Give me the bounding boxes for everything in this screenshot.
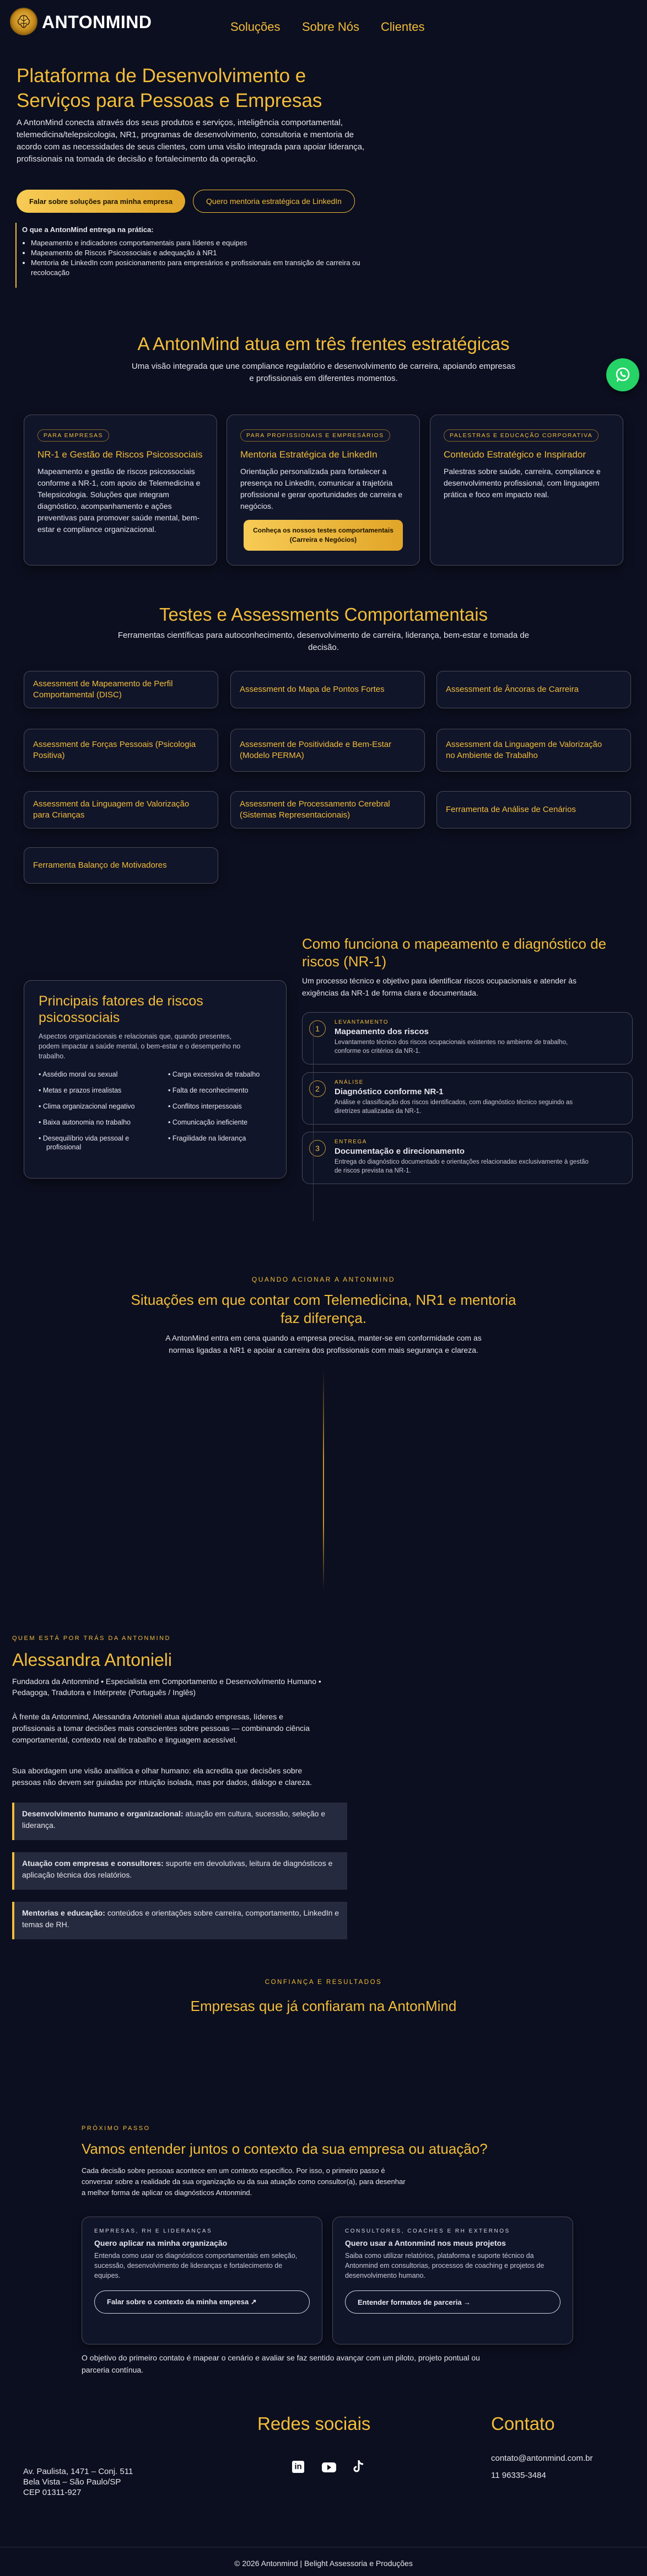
test-card[interactable]	[436, 729, 631, 772]
risk-factors-description	[39, 1031, 272, 1061]
trust-title: Empresas que já confiaram na AntonMind	[190, 1998, 457, 2014]
front-card-companies	[24, 415, 217, 566]
test-card-label	[33, 799, 189, 821]
delivers-item-continued: recolocação	[31, 268, 70, 277]
text-line: a melhor forma de aplicar os diagnósticos Antonmind.	[82, 2188, 252, 2197]
front-card-linkedin	[227, 415, 420, 566]
front-card-title: NR-1 e Gestão de Riscos Psicossociais	[37, 449, 203, 460]
text-line: Fundadora da Antonmind • Especialista em Comportamento e Desenvolvimento Humano •	[12, 1677, 321, 1686]
step-description-line: de riscos prevista na NR-1.	[335, 1168, 411, 1174]
text-line: À frente da Antonmind, Alessandra Antonieli atua ajudando empresas, líderes e	[12, 1712, 283, 1721]
step-description-line: Análise e classificação dos riscos identificados, com diagnóstico técnico seguindo as	[335, 1099, 573, 1106]
title-line: faz diferença.	[280, 1310, 367, 1326]
risk-factor-item	[39, 1102, 168, 1111]
tests-subtitle-line: decisão.	[308, 643, 339, 652]
highlight-label: Atuação com empresas e consultores:	[22, 1859, 164, 1868]
next-card-text	[345, 2251, 560, 2281]
about-highlight-consultants	[12, 1852, 347, 1890]
fronts-subtitle-line: e profissionais em diferentes momentos.	[249, 374, 398, 383]
text-line: pessoas não devem ser guiadas por intuição isolada, mas por dados, diálogo e clareza.	[12, 1778, 312, 1787]
risk-factor-column	[168, 1070, 272, 1152]
button-label: Conheça os nossos testes comportamentais	[253, 526, 393, 534]
risk-factors-card	[24, 980, 287, 1179]
label-line: Comportamental (DISC)	[33, 690, 122, 700]
risk-factor-column	[39, 1070, 168, 1152]
delivers-accent-bar	[15, 223, 17, 288]
risk-factor-item	[168, 1118, 272, 1127]
nav-solucoes[interactable]: Soluções	[230, 20, 281, 34]
risk-factor-text: Clima organizacional negativo	[42, 1103, 135, 1110]
linkedin-icon[interactable]: in	[292, 2461, 304, 2473]
next-card-consultants	[332, 2217, 573, 2344]
about-paragraph-1	[12, 1711, 365, 1746]
text-line: Palestras sobre saúde, carreira, compliance e	[444, 467, 601, 476]
test-card-label	[446, 684, 579, 695]
bullet-icon: •	[39, 1103, 43, 1110]
front-card-text	[444, 466, 610, 501]
when-eyebrow: QUANDO ACIONAR A ANTONMIND	[251, 1276, 396, 1283]
label-line: Assessment de Positividade e Bem-Estar	[240, 740, 392, 749]
next-eyebrow: PRÓXIMO PASSO	[82, 2125, 150, 2132]
label-line: Assessment do Mapa de Pontos Fortes	[240, 685, 385, 694]
test-card-label	[446, 739, 602, 761]
front-card-tag: PARA PROFISSIONAIS E EMPRESÁRIOS	[240, 429, 390, 442]
hero-title	[17, 63, 369, 113]
delivers-block	[22, 225, 375, 278]
hero-desc-line: profissionais na tomada de decisão e fortalecimento da operação.	[17, 154, 258, 164]
risk-factor-item	[39, 1086, 168, 1095]
tests-subtitle	[0, 630, 647, 654]
youtube-icon[interactable]	[322, 2462, 336, 2472]
text-line: conversar sobre a realidade da sua organização ou da sua atuação como consultor(a), para desenhar	[82, 2177, 406, 2186]
risk-factor-item	[168, 1102, 272, 1111]
text-line: Sua abordagem une visão analítica e olhar humano: ela acredita que decisões sobre	[12, 1766, 303, 1775]
text-line: Cada decisão sobre pessoas acontece em um contexto específico. Por isso, o primeiro passo é	[82, 2166, 385, 2175]
fronts-subtitle	[0, 361, 647, 385]
text-line: negócios.	[240, 502, 273, 510]
contact-email[interactable]: contato@antonmind.com.br	[491, 2454, 593, 2463]
risk-factor-text: Baixa autonomia no trabalho	[42, 1118, 131, 1126]
step-body	[335, 1019, 627, 1056]
highlight-text: temas de RH.	[22, 1920, 69, 1929]
linkedin-mentoring-button[interactable]: Quero mentoria estratégica de LinkedIn	[193, 190, 355, 213]
text-line: Um processo técnico e objetivo para identificar riscos ocupacionais e atender às	[302, 976, 577, 985]
text-line: exigências da NR-1 de forma clara e documentada.	[302, 988, 478, 997]
next-card-text	[94, 2251, 310, 2281]
brain-logo-icon[interactable]	[10, 8, 37, 35]
next-card-tag: EMPRESAS, RH E LIDERANÇAS	[94, 2228, 213, 2234]
risk-factor-item	[39, 1070, 168, 1079]
highlight-text: suporte em devolutivas, leitura de diagnósticos e	[163, 1859, 333, 1868]
step-title: Mapeamento dos riscos	[335, 1027, 429, 1036]
front-card-text	[37, 466, 203, 535]
nr1-step-card	[302, 1072, 633, 1125]
nr1-step-card	[302, 1012, 633, 1064]
front-card-tag: PARA EMPRESAS	[37, 429, 109, 442]
nr1-subtitle	[302, 975, 633, 999]
title-line: psicossociais	[39, 1010, 120, 1025]
bullet-icon: •	[39, 1087, 43, 1094]
highlight-label: Desenvolvimento humano e organizacional:	[22, 1809, 184, 1818]
step-title: Diagnóstico conforme NR-1	[335, 1087, 444, 1096]
test-card-label	[240, 739, 391, 761]
risk-factors-title	[39, 993, 272, 1026]
footer-address	[23, 2466, 133, 2498]
label-line: Positiva)	[33, 751, 65, 760]
front-card-tag: PALESTRAS E EDUCAÇÃO CORPORATIVA	[444, 429, 599, 442]
next-title: Vamos entender juntos o contexto da sua empresa ou atuação?	[82, 2141, 488, 2157]
behavioral-tests-button[interactable]	[244, 520, 403, 551]
text-line: O objetivo do primeiro contato é mapear o cenário e avaliar se faz sentido avançar com um piloto, projeto pontual ou	[82, 2353, 480, 2362]
highlight-text: atuação em cultura, sucessão, seleção e	[183, 1809, 326, 1818]
text-line: conforme a NR-1, com apoio de Telemedicina e	[37, 478, 201, 487]
bullet-icon: •	[168, 1071, 172, 1078]
text-line: Orientação personalizada para fortalecer a	[240, 467, 387, 476]
company-context-button[interactable]: Falar sobre o contexto da minha empresa ↗	[94, 2290, 310, 2314]
hero-description	[17, 117, 375, 165]
address-line: CEP 01311-927	[23, 2488, 82, 2497]
text-line: podem impactar a saúde mental, o bem-estar e o desempenho no	[39, 1042, 241, 1050]
test-card-label	[446, 804, 576, 815]
bullet-icon: •	[168, 1134, 172, 1142]
address-line: Bela Vista – São Paulo/SP	[23, 2477, 121, 2487]
front-card-lectures	[430, 415, 623, 566]
hero-title-line: Plataforma de Desenvolvimento e	[17, 65, 306, 87]
text-line: equipes.	[94, 2272, 121, 2279]
bullet-icon: •	[168, 1118, 172, 1126]
solutions-cta-button[interactable]: Falar sobre soluções para minha empresa	[17, 190, 185, 213]
tests-title: Testes e Assessments Comportamentais	[159, 604, 488, 625]
next-card-title: Quero usar a Antonmind nos meus projetos	[345, 2239, 506, 2247]
hero-title-line: Serviços para Pessoas e Empresas	[17, 90, 322, 111]
text-line: profissional e gerar oportunidades de carreira e	[240, 490, 403, 499]
test-card-label	[33, 739, 196, 761]
text-line: normas ligadas a NR1 e apoiar a carreira dos profissionais com mais segurança e clareza.	[169, 1346, 478, 1354]
risk-factor-lists	[39, 1070, 272, 1152]
risk-factor-text: Fragilidade na liderança	[172, 1134, 246, 1142]
title-line: Principais fatores de riscos	[39, 993, 203, 1009]
title-line: Como funciona o mapeamento e diagnóstico de	[302, 935, 607, 952]
text-line: preventivas para promover saúde mental, bem-	[37, 513, 200, 522]
step-description-line: diretrizes atualizadas da NR-1.	[335, 1108, 422, 1115]
test-card[interactable]	[230, 671, 425, 708]
risk-factor-text: profissional	[46, 1143, 82, 1151]
delivers-item: • Mentoria de LinkedIn com posicionamento para empresários e profissionais em transição de carreira ou	[31, 258, 375, 268]
text-line: Mapeamento e gestão de riscos psicossociais	[37, 467, 195, 476]
text-line: prática e foco em impacto real.	[444, 490, 549, 499]
bullet-icon: •	[168, 1103, 172, 1110]
label-line: Ferramenta de Análise de Cenários	[446, 805, 576, 814]
label-line: Assessment de Mapeamento de Perfil	[33, 679, 173, 689]
about-highlight-development	[12, 1803, 347, 1840]
text-line: Entenda como usar os diagnósticos comportamentais em seleção,	[94, 2252, 298, 2260]
label-line: (Modelo PERMA)	[240, 751, 304, 760]
label-line: Ferramenta Balanço de Motivadores	[33, 861, 167, 870]
text-line: parceria contínua.	[82, 2365, 144, 2374]
risk-factor-item	[39, 1118, 168, 1127]
test-card[interactable]	[24, 791, 218, 829]
test-card[interactable]	[24, 729, 218, 772]
step-description-line: Levantamento técnico dos riscos ocupacionais existentes no ambiente de trabalho,	[335, 1039, 568, 1046]
hero-desc-line: acordo com as necessidades de seus clientes, com uma visão integrada para apoiar liderança,	[17, 142, 365, 152]
test-card[interactable]	[436, 791, 631, 829]
front-card-title: Conteúdo Estratégico e Inspirador	[444, 449, 586, 460]
step-number-badge: 1	[309, 1020, 326, 1037]
about-highlight-mentoring	[12, 1902, 347, 1939]
label-line: Assessment de Processamento Cerebral	[240, 799, 390, 809]
label-line: Assessment de Forças Pessoais (Psicologia	[33, 740, 196, 749]
bullet-icon: •	[39, 1071, 43, 1078]
fronts-subtitle-line: Uma visão integrada que une compliance regulatório e desenvolvimento de carreira, apoiando empresas	[131, 362, 516, 371]
test-card-label	[33, 679, 172, 701]
button-label: (Carreira e Negócios)	[289, 536, 357, 544]
title-line: Situações em que contar com Telemedicina, NR1 e mentoria	[131, 1292, 516, 1308]
text-line: Saiba como utilizar relatórios, plataforma e suporte técnico da	[345, 2252, 534, 2260]
text-line: Aspectos organizacionais e relacionais que, quando presentes,	[39, 1032, 232, 1040]
delivers-title: O que a AntonMind entrega na prática:	[22, 225, 154, 234]
contact-phone[interactable]: 11 96335-3484	[491, 2471, 546, 2480]
next-card-tag: CONSULTORES, COACHES E RH EXTERNOS	[345, 2228, 510, 2234]
hero-desc-line: A AntonMind conecta através dos seus produtos e serviços, inteligência comportamental,	[17, 118, 343, 127]
test-card-label	[33, 860, 167, 871]
text-line: desenvolvimento humano.	[345, 2272, 425, 2279]
step-tag: ENTREGA	[335, 1139, 367, 1145]
address-line: Av. Paulista, 1471 – Conj. 511	[23, 2467, 133, 2476]
risk-factor-item	[168, 1086, 272, 1095]
risk-factor-text: Desequilíbrio vida pessoal e	[42, 1134, 130, 1142]
hero-desc-line: telemedicina/telepsicologia, NR1, programas de desenvolvimento, consultoria e mentoria de	[17, 130, 354, 139]
text-line: desenvolvimento profissional, com linguagem	[444, 478, 600, 487]
next-note	[82, 2352, 578, 2376]
next-card-title: Quero aplicar na minha organização	[94, 2239, 228, 2247]
label-line: (Sistemas Representacionais)	[240, 810, 351, 820]
text-line: A AntonMind entra em cena quando a empresa precisa, manter-se em conformidade com as	[165, 1333, 482, 1342]
risk-factor-text: Conflitos interpessoais	[172, 1103, 242, 1110]
label-line: para Crianças	[33, 810, 85, 820]
step-number-badge: 2	[309, 1080, 326, 1097]
risk-factor-item	[168, 1070, 272, 1079]
step-description-line: Entrega do diagnóstico documentado e orientações relacionadas exclusivamente à gestão	[335, 1159, 589, 1165]
test-card[interactable]	[24, 671, 218, 708]
trust-eyebrow: CONFIANÇA E RESULTADOS	[265, 1979, 382, 1986]
bullet-icon: •	[39, 1134, 43, 1142]
text-line: presença no LinkedIn, comunicar a trajetória	[240, 478, 393, 487]
next-card-companies	[82, 2217, 322, 2344]
risk-factor-text: Carga excessiva de trabalho	[172, 1071, 260, 1078]
text-line: estar e compliance organizacional.	[37, 525, 157, 534]
front-card-text	[240, 466, 406, 512]
copyright: © 2026 Antonmind | Belight Assessoria e Produções	[234, 2559, 413, 2568]
contact-title: Contato	[491, 2413, 555, 2434]
steps-connector-line	[313, 1023, 314, 1221]
when-subtitle	[0, 1332, 647, 1356]
risk-factor-text: Metas e prazos irrealistas	[42, 1087, 122, 1094]
label-line: Assessment da Linguagem de Valorização	[33, 799, 190, 809]
about-paragraph-2	[12, 1765, 365, 1788]
test-card[interactable]	[230, 791, 425, 829]
nav-sobre-nos[interactable]: Sobre Nós	[302, 20, 359, 34]
risk-factor-text: Comunicação ineficiente	[172, 1118, 248, 1126]
bullet-icon: •	[39, 1118, 43, 1126]
label-line: Assessment da Linguagem de Valorização	[446, 740, 602, 749]
text-line: diagnóstico, acompanhamento e ações	[37, 502, 172, 510]
delivers-item: • Mapeamento e indicadores comportamentais para líderes e equipes	[31, 238, 375, 248]
nav-clientes[interactable]: Clientes	[381, 20, 425, 34]
text-line: sucessão, desenvolvimento de lideranças e fortalecimento de	[94, 2262, 283, 2270]
risk-factor-item	[168, 1134, 272, 1143]
test-card-label	[240, 684, 385, 695]
text-line: profissionais a tomar decisões mais conscientes sobre pessoas — combinando ciência	[12, 1724, 310, 1733]
test-card[interactable]	[436, 671, 631, 708]
partnership-button[interactable]: Entender formatos de parceria →	[345, 2290, 560, 2314]
step-tag: LEVANTAMENTO	[335, 1019, 389, 1025]
risk-factor-text: Falta de reconhecimento	[172, 1087, 249, 1094]
social-title: Redes sociais	[257, 2413, 371, 2434]
text-line: Telepsicologia. Soluções que integram	[37, 490, 169, 499]
tiktok-icon[interactable]	[353, 2460, 365, 2474]
risk-factor-item	[46, 1143, 168, 1152]
step-body	[335, 1079, 627, 1116]
highlight-text: liderança.	[22, 1821, 56, 1830]
step-tag: ANÁLISE	[335, 1079, 364, 1085]
front-card-title: Mentoria Estratégica de LinkedIn	[240, 449, 378, 460]
risk-factor-text: Assédio moral ou sexual	[42, 1071, 118, 1078]
nr1-title	[302, 935, 633, 970]
title-line: riscos (NR-1)	[302, 953, 387, 970]
about-name: Alessandra Antonieli	[12, 1650, 172, 1670]
step-description-line: conforme os critérios da NR-1.	[335, 1048, 420, 1055]
bullet-icon: •	[168, 1087, 172, 1094]
site-header	[0, 0, 647, 51]
risk-factor-item	[39, 1134, 168, 1143]
text-line: trabalho.	[39, 1052, 66, 1060]
step-body	[335, 1139, 627, 1175]
logo-text[interactable]: ANTONMIND	[42, 12, 152, 32]
fronts-title: A AntonMind atua em três frentes estratégicas	[137, 334, 510, 354]
about-eyebrow: QUEM ESTÁ POR TRÁS DA ANTONMIND	[12, 1635, 171, 1642]
next-subtitle	[82, 2165, 434, 2198]
label-line: no Ambiente de Trabalho	[446, 751, 538, 760]
highlight-label: Mentorias e educação:	[22, 1908, 105, 1917]
nr1-step-card	[302, 1132, 633, 1184]
timeline-line	[323, 1370, 324, 1590]
test-card[interactable]	[230, 729, 425, 772]
text-line: comportamental, contexto real de trabalho e linguagem acessível.	[12, 1735, 238, 1744]
step-title: Documentação e direcionamento	[335, 1147, 465, 1156]
highlight-text: conteúdos e orientações sobre carreira, comportamento, LinkedIn e	[105, 1908, 339, 1917]
label-line: Assessment de Âncoras de Carreira	[446, 685, 579, 694]
text-line: Antonmind em consultorias, processos de coaching e projetos de	[345, 2262, 544, 2270]
when-title	[0, 1291, 647, 1327]
step-number-badge: 3	[309, 1140, 326, 1157]
test-card[interactable]	[24, 847, 218, 884]
about-role	[12, 1676, 365, 1698]
tests-subtitle-line: Ferramentas científicas para autoconhecimento, desenvolvimento de carreira, liderança, bem-estar e tomada de	[117, 631, 530, 640]
text-line: Pedagoga, Tradutora e Intérprete (Português / Inglês)	[12, 1688, 196, 1697]
highlight-text: aplicação técnica dos relatórios.	[22, 1870, 132, 1879]
delivers-item: • Mapeamento de Riscos Psicossociais e adequação à NR1	[31, 248, 375, 258]
test-card-label	[240, 799, 390, 821]
